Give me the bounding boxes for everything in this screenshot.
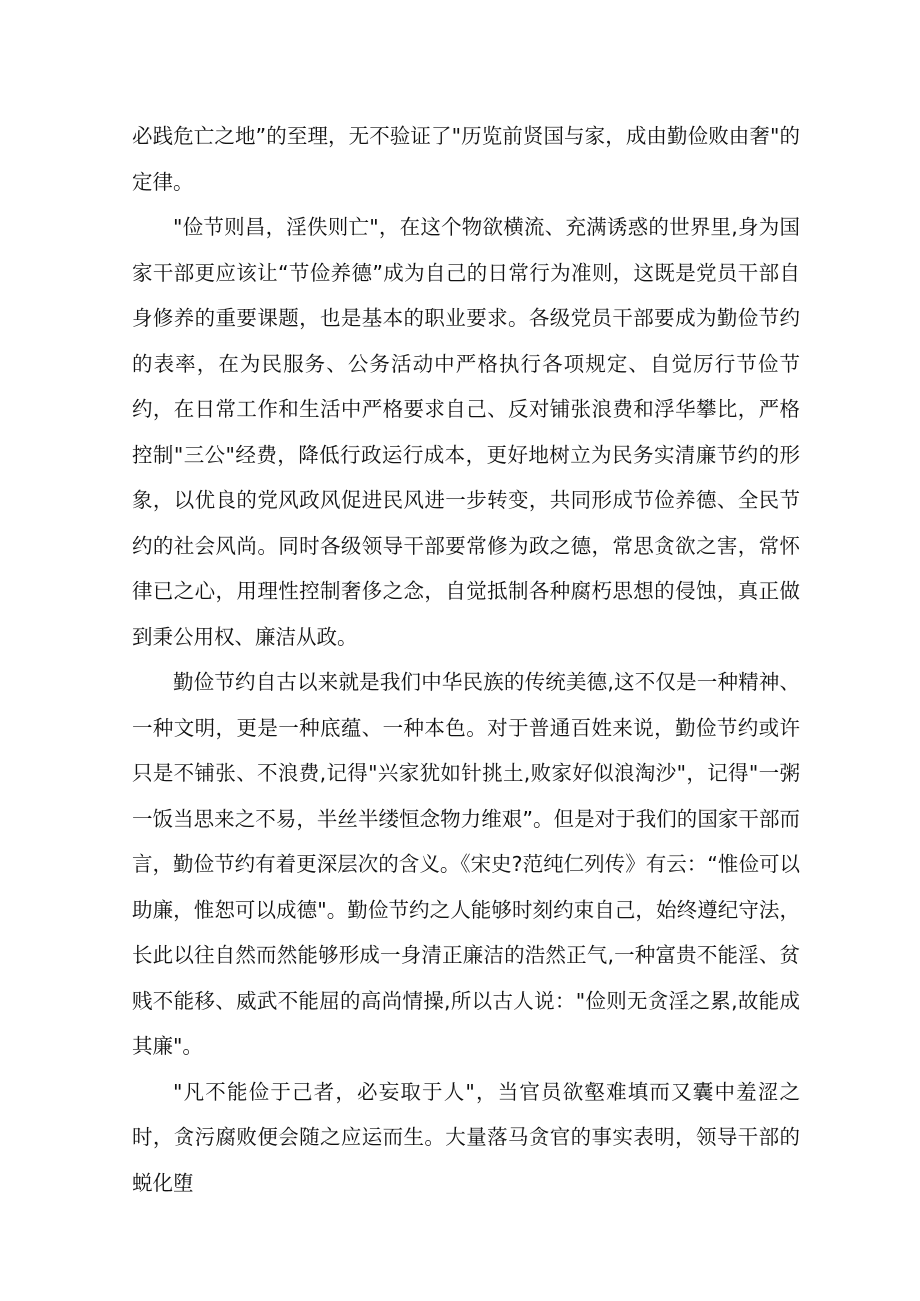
paragraph-3: 勤俭节约自古以来就是我们中华民族的传统美德,这不仅是一种精神、一种文明，更是一种底蕴、一种本色。对于普通百姓来说，勤俭节约或许只是不铺张、不浪费,记得"兴家犹如针挑土,败家好似浪淘沙"，记得"一粥一饭当思来之不易，半丝半缕恒念物力维艰”。但是对于我们的国家干部而言，勤俭节约有着更深层次的含义。《宋史?范纯仁列传》有云：“惟俭可以助廉，惟恕可以成德"。勤俭节约之人能够时刻约束自己，始终遵纪守法，长此以往自然而然能够形成一身清正廉洁的浩然正气,一种富贵不能淫、贫贱不能移、威武不能屈的高尚情操,所以古人说："俭则无贪淫之累,故能成其廉"。	[132, 670, 800, 1058]
document-body	[132, 114, 800, 1206]
paragraph-2: "俭节则昌，淫佚则亡"，在这个物欲横流、充满诱惑的世界里,身为国家干部更应该让“节俭养德”成为自己的日常行为准则，这既是党员干部自身修养的重要课题，也是基本的职业要求。各级党员干部要成为勤俭节约的表率，在为民服务、公务活动中严格执行各项规定、自觉厉行节俭节约，在日常工作和生活中严格要求自己、反对铺张浪费和浮华攀比，严格控制"三公"经费，降低行政运行成本，更好地树立为民务实清廉节约的形象，以优良的党风政风促进民风进一步转变，共同形成节俭养德、全民节约的社会风尚。同时各级领导干部要常修为政之德，常思贪欲之害，常怀律已之心，用理性控制奢侈之念，自觉抵制各种腐朽思想的侵蚀，真正做到秉公用权、廉洁从政。	[132, 215, 800, 649]
paragraph-1: 必践危亡之地”的至理，无不验证了"历览前贤国与家，成由勤俭败由奢"的定律。	[132, 124, 800, 194]
paragraph-4: "凡不能俭于己者，必妄取于人"，当官员欲壑难填而又囊中羞涩之时，贪污腐败便会随之应运而生。大量落马贪官的事实表明，领导干部的蜕化堕	[132, 1079, 800, 1195]
